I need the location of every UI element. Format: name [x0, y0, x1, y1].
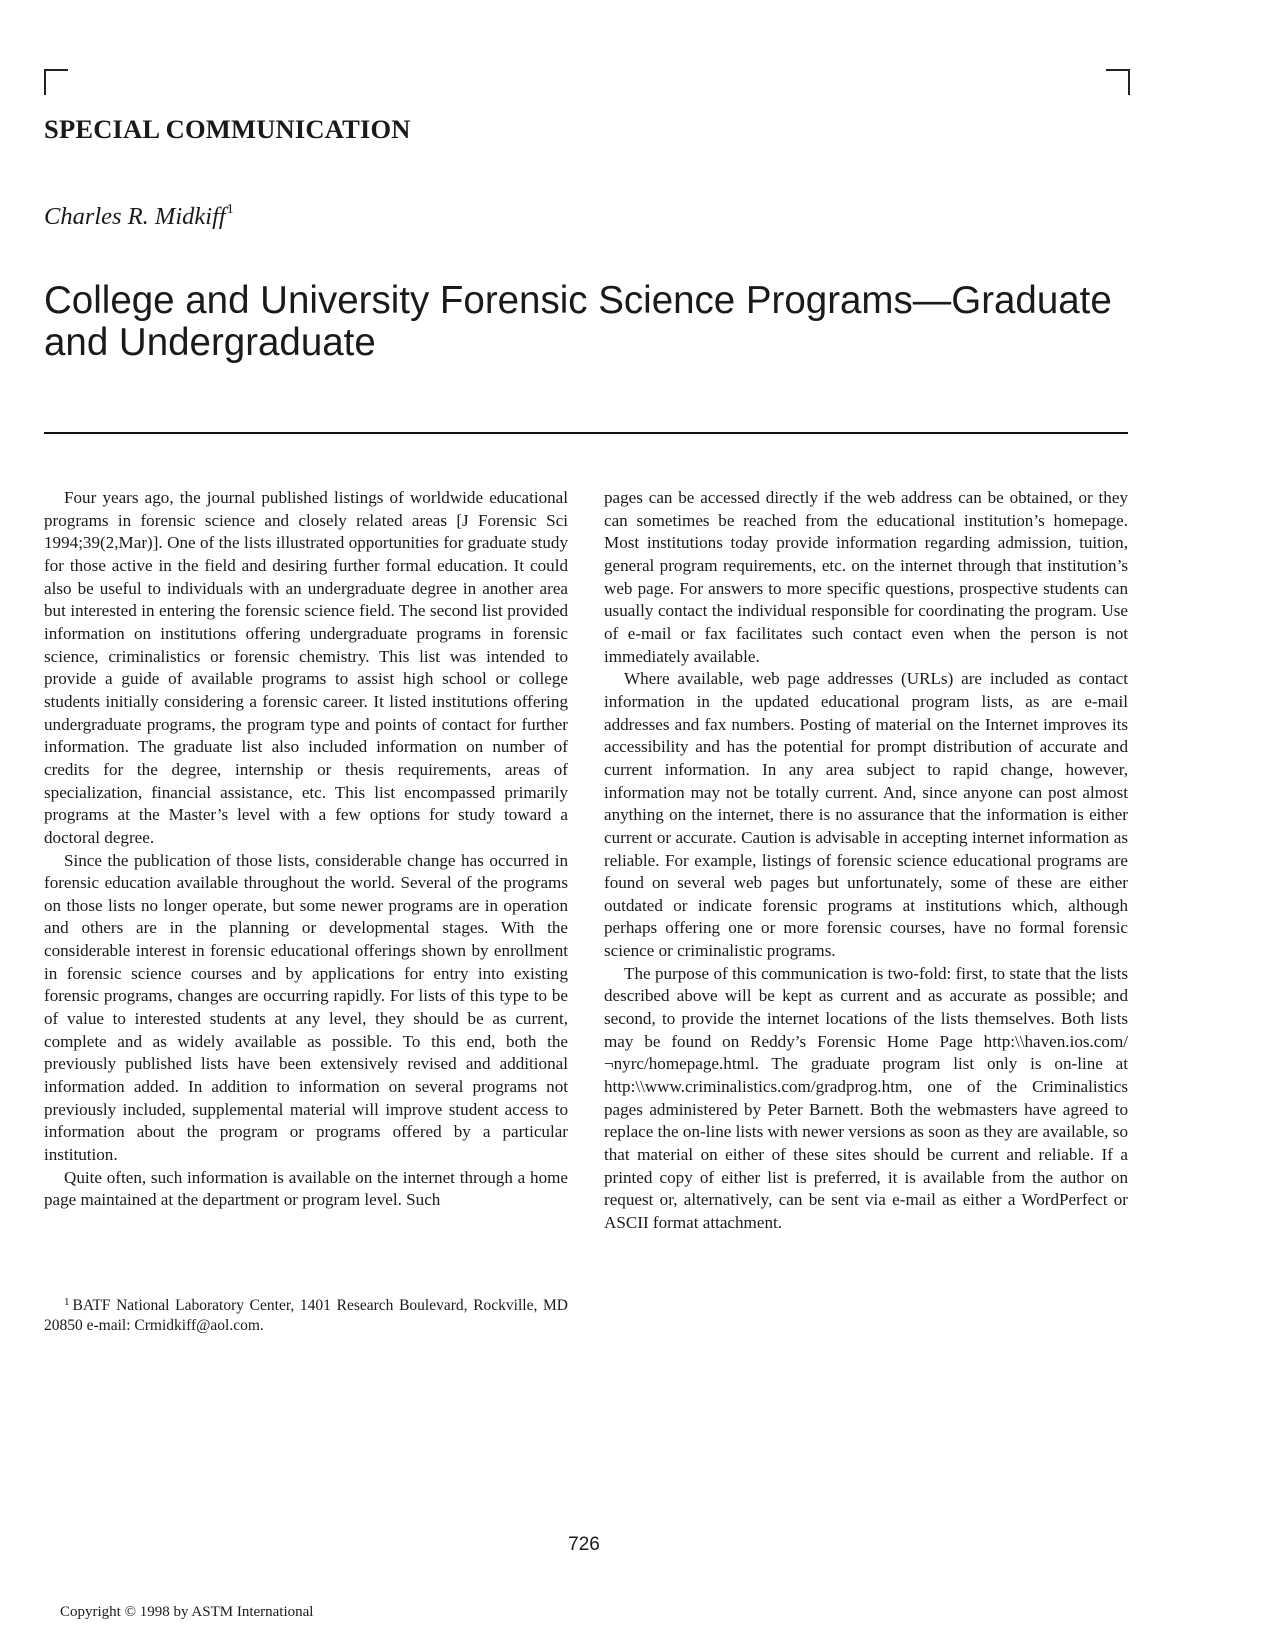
right-column [604, 487, 1128, 1235]
author-affiliation-footnote [44, 1292, 568, 1336]
copyright-notice: Copyright © 1998 by ASTM International [60, 1604, 314, 1620]
page-number: 726 [568, 1534, 600, 1555]
author-byline [44, 202, 234, 231]
paragraph-internet-continued: pages can be accessed directly if the web address can be obtained, or they can sometimes be reached from the educational institution’s homepage. Most institutions today provide information regarding admission, tuition, general program requirements, etc. on the internet through that institution’s web page. For answers to more specific questions, prospective students can usually contact the individual responsible for coordinating the program. Use of e-mail or fax facilitates such contact even when the person is not immediately available. [604, 488, 1128, 666]
crop-mark-top-right [1106, 69, 1130, 95]
left-column [44, 487, 568, 1212]
author-footnote-marker: 1 [226, 202, 234, 217]
footnote-text: BATF National Laboratory Center, 1401 Research Boulevard, Rockville, MD 20850 e-mail: Crmidkiff@aol.com. [44, 1297, 568, 1334]
footnote-marker: 1 [64, 1296, 70, 1308]
paragraph-internet: Quite often, such information is available on the internet through a home page maintained at the department or program level. Such [44, 1167, 568, 1210]
section-label: SPECIAL COMMUNICATION [44, 114, 411, 144]
author-name: Charles R. Midkiff [44, 203, 226, 230]
paragraph-purpose: The purpose of this communication is two-fold: first, to state that the lists described above will be kept as current and as accurate as possible; and second, to provide the internet locations of the lists themselves. Both lists may be found on Reddy’s Forensic Home Page http:\\haven.ios.com/¬nyrc/homepage.html. The graduate program list only is on-line at http:\\www.criminalistics.com/gradprog.htm, one of the Criminalistics pages administered by Peter Barnett. Both the webmasters have agreed to replace the on-line lists with newer versions as soon as they are available, so that material on either of these sites should be current and reliable. If a printed copy of either list is preferred, it is available from the author on request or, alternatively, can be sent via e-mail as either a WordPerfect or ASCII format attachment. [604, 963, 1128, 1232]
article-title: College and University Forensic Science Programs—Graduate and Undergraduate [44, 279, 1112, 364]
paragraph-intro: Four years ago, the journal published listings of worldwide educational programs in forensic science and closely related areas [J Forensic Sci 1994;39(2,Mar)]. One of the lists illustrated opportunities for graduate study for those active in the field and desiring further formal education. It could also be useful to individuals with an undergraduate degree in another area but interested in entering the forensic science field. The second list provided information on institutions offering undergraduate programs in forensic science, criminalistics or forensic chemistry. This list was intended to provide a guide of available programs to assist high school or college students initially considering a forensic career. It listed institutions offering undergraduate programs, the program type and points of contact for further information. The graduate list also included information on number of credits for the degree, internship or thesis requirements, areas of specialization, financial assistance, etc. This list encompassed primarily programs at the Master’s level with a few options for study toward a doctoral degree. [44, 488, 568, 847]
paragraph-changes: Since the publication of those lists, considerable change has occurred in forensic education available throughout the world. Several of the programs on those lists no longer operate, but some newer programs are in operation and others are in the planning or developmental stages. With the considerable interest in forensic educational offerings shown by enrollment in forensic science courses and by applications for entry into existing forensic programs, changes are occurring rapidly. For lists of this type to be of value to interested students at any level, they should be as current, complete and as widely available as possible. To this end, both the previously published lists have been extensively revised and additional information added. In addition to information on several programs not previously included, supplemental material will improve student access to information about the program or programs offered by a particular institution. [44, 850, 568, 1165]
crop-mark-top-left [44, 69, 68, 95]
title-divider [44, 432, 1128, 434]
paragraph-urls: Where available, web page addresses (URLs) are included as contact information in the updated educational program lists, as are e-mail addresses and fax numbers. Posting of material on the Internet improves its accessibility and has the potential for prompt distribution of accurate and current information. In any area subject to rapid change, however, information may not be totally current. And, since anyone can post almost anything on the internet, there is no assurance that the information is either current or accurate. Caution is advisable in accepting internet information as reliable. For example, listings of forensic science educational programs are found on several web pages but unfortunately, some of these are either outdated or indicate forensic programs at institutions which, although perhaps offering one or more forensic courses, have no formal forensic science or criminalistic programs. [604, 669, 1128, 961]
